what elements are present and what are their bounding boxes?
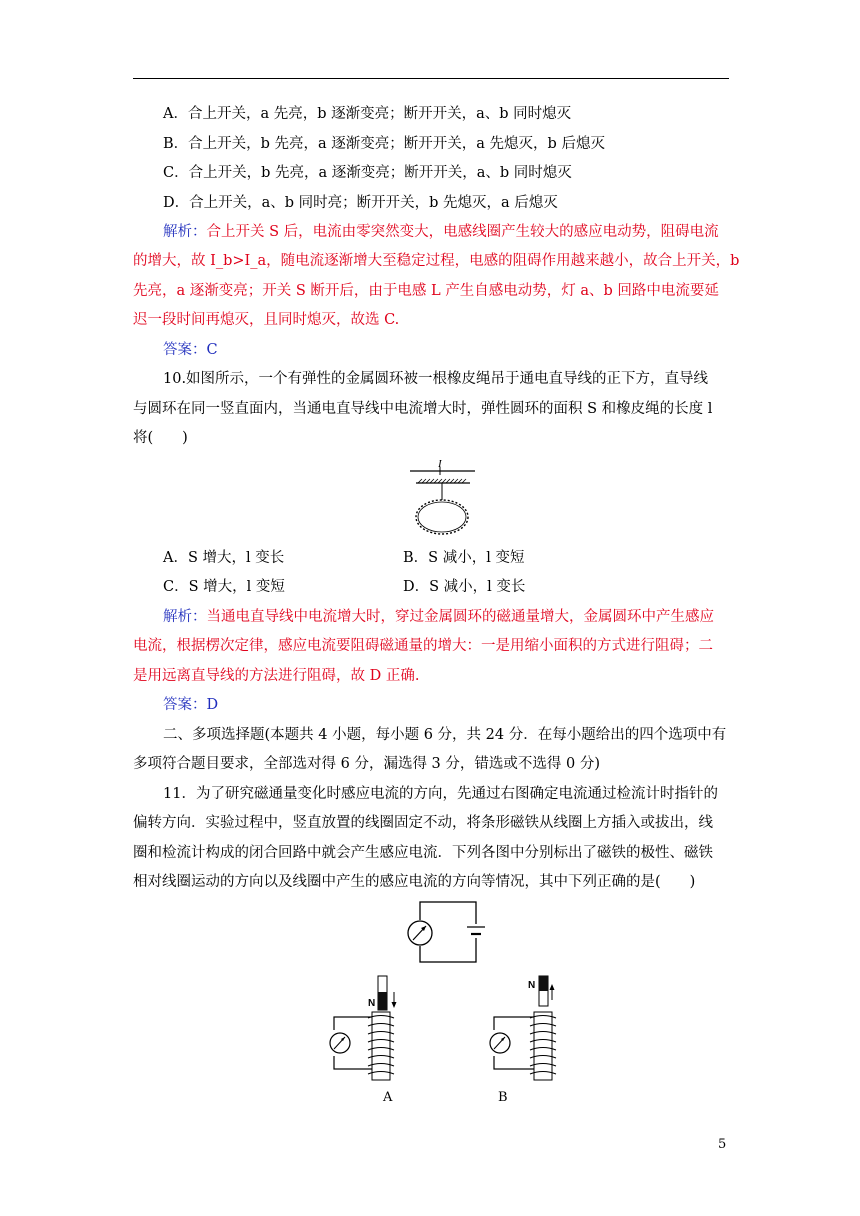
q9-option-b: B．合上开关，b 先亮，a 逐渐变亮；断开开关，a 先熄灭，b 后熄灭 [163, 136, 605, 152]
q11-stem-line-2: 偏转方向．实验过程中，竖直放置的线圈固定不动，将条形磁铁从线圈上方插入或拔出，线 [133, 815, 713, 831]
q11-figure-a [326, 972, 416, 1092]
q11-stem-line-3: 圈和检流计构成的闭合回路中就会产生感应电流．下列各图中分别标出了磁铁的极性、磁铁 [133, 845, 713, 861]
q10-option-b: B．S 减小，l 变短 [403, 550, 525, 566]
q11-a-pole-label: N [368, 998, 376, 1009]
q9-option-a: A．合上开关，a 先亮，b 逐渐变亮；断开开关，a、b 同时熄灭 [163, 106, 572, 122]
q9-analysis-label: 解析： [163, 224, 207, 240]
q9-analysis-line-1: 解析：合上开关 S 后，电流由零突然变大，电感线圈产生较大的感应电动势，阻碍电流 [163, 224, 719, 240]
header-rule [133, 78, 729, 79]
section2-line-2: 多项符合题目要求，全部选对得 6 分，漏选得 3 分，错选或不选得 0 分) [133, 756, 600, 772]
q10-current-label: I [438, 458, 442, 470]
q10-option-d: D．S 减小，l 变长 [403, 579, 526, 595]
q9-analysis-line-4: 迟一段时间再熄灭，且同时熄灭，故选 C. [133, 312, 400, 328]
q9-option-c: C．合上开关，b 先亮，a 逐渐变亮；断开开关，a、b 同时熄灭 [163, 165, 572, 181]
q10-stem-line-3: 将( ) [133, 430, 188, 446]
q10-analysis-line-2: 电流，根据楞次定律，感应电流要阻碍磁通量的增大：一是用缩小面积的方式进行阻碍；二 [133, 638, 713, 654]
q11-caption-a: A [383, 1090, 393, 1105]
q10-option-c: C．S 增大，l 变短 [163, 579, 285, 595]
q9-analysis-line-3: 先亮，a 逐渐变亮；开关 S 断开后，由于电感 L 产生自感电动势，灯 a、b 回路中电流要延 [133, 283, 719, 299]
q10-answer: 答案：D [163, 697, 219, 713]
q10-wire-ring-figure [400, 455, 490, 545]
page-number: 5 [718, 1137, 727, 1152]
q11-stem-line-1: 11．为了研究磁通量变化时感应电流的方向，先通过右图确定电流通过检流计时指针的 [163, 786, 718, 802]
q10-analysis-label: 解析： [163, 609, 207, 625]
q10-analysis-line-3: 是用远离直导线的方法进行阻碍，故 D 正确. [133, 668, 420, 684]
q10-option-a: A．S 增大，l 变长 [163, 550, 285, 566]
section2-line-1: 二、多项选择题(本题共 4 小题，每小题 6 分，共 24 分．在每小题给出的四个选项中有 [163, 727, 727, 743]
q9-analysis-line-2: 的增大，故 I_b>I_a，随电流逐渐增大至稳定过程，电感的阻碍作用越来越小，故合上开关，b [133, 253, 740, 269]
q9-answer: 答案：C [163, 342, 218, 358]
q11-stem-line-4: 相对线圈运动的方向以及线圈中产生的感应电流的方向等情况，其中下列正确的是( ) [133, 874, 696, 890]
q11-b-pole-label: N [528, 980, 536, 991]
q10-analysis-line-1: 解析：当通电直导线中电流增大时，穿过金属圆环的磁通量增大，金属圆环中产生感应 [163, 609, 714, 625]
q10-stem-line-1: 10.如图所示，一个有弹性的金属圆环被一根橡皮绳吊于通电直导线的正下方，直导线 [163, 371, 709, 387]
q9-option-d: D．合上开关，a、b 同时亮；断开开关，b 先熄灭，a 后熄灭 [163, 195, 558, 211]
q11-caption-b: B [498, 1090, 508, 1105]
q10-stem-line-2: 与圆环在同一竖直面内，当通电直导线中电流增大时，弹性圆环的面积 S 和橡皮绳的长度 l [133, 401, 713, 417]
q11-reference-circuit [402, 898, 482, 968]
q11-figure-b [486, 972, 576, 1092]
